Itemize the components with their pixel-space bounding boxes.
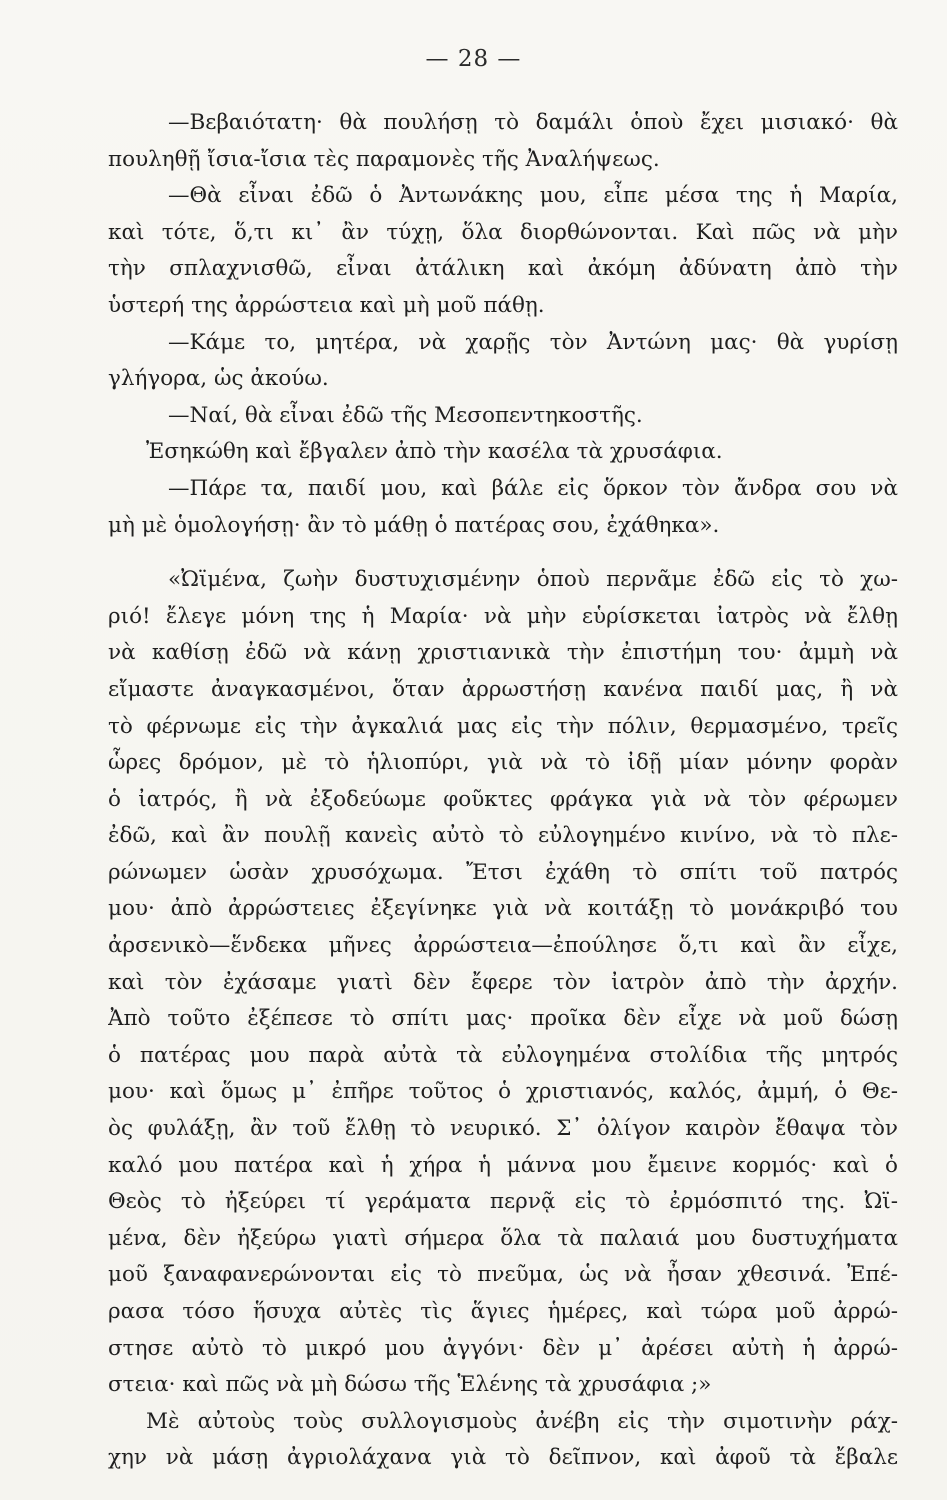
text-line: χην νὰ μάσῃ ἀγριολάχανα γιὰ τὸ δεῖπνον, καὶ ἀφοῦ τὰ ἔβαλε bbox=[108, 1445, 898, 1471]
text-line: μου· ἀπὸ ἀρρώστειες ἐξεγίνηκε γιὰ νὰ κοιτάξῃ τὸ μονάκριβό του bbox=[108, 896, 898, 922]
text-line: καλό μου πατέρα καὶ ἡ χήρα ἡ μάννα μου ἔμεινε κορμός· καὶ ὁ bbox=[108, 1152, 898, 1178]
text-line: —Κάμε το, μητέρα, νὰ χαρῇς τὸν Ἀντώνη μας· θὰ γυρίσῃ bbox=[168, 329, 898, 355]
text-line: ριό! ἔλεγε μόνη της ἡ Μαρία· νὰ μὴν εὑρίσκεται ἰατρὸς νὰ ἔλθῃ bbox=[108, 603, 898, 629]
paragraph-gap bbox=[108, 544, 898, 562]
text-line: νὰ καθίσῃ ἐδῶ νὰ κάνῃ χριστιανικὰ τὴν ἐπιστήμη του· ἀμμὴ νὰ bbox=[108, 640, 898, 666]
text-line: —Θὰ εἶναι ἐδῶ ὁ Ἀντωνάκης μου, εἶπε μέσα της ἡ Μαρία, bbox=[168, 183, 898, 209]
text-line: πουληθῇ ἴσια-ἴσια τὲς παραμονὲς τῆς Ἀναλήψεως. bbox=[108, 146, 660, 172]
page-number: — 28 — bbox=[425, 46, 522, 72]
text-line: ὸς φυλάξῃ, ἂν τοῦ ἔλθῃ τὸ νευρικό. Σ᾿ ὀλίγον καιρὸν ἔθαψα τὸν bbox=[108, 1116, 898, 1142]
text-line: τὸ φέρνωμε εἰς τὴν ἀγκαλιά μας εἰς τὴν πόλιν, θερμασμένο, τρεῖς bbox=[108, 713, 898, 739]
body-text bbox=[108, 105, 898, 1477]
text-line: Μὲ αὐτοὺς τοὺς συλλογισμοὺς ἀνέβη εἰς τὴν σιμοτινὴν ράχ- bbox=[146, 1408, 898, 1434]
text-line: Ἐσηκώθη καὶ ἔβγαλεν ἀπὸ τὴν κασέλα τὰ χρυσάφια. bbox=[146, 439, 723, 465]
text-line: γλήγορα, ὡς ἀκούω. bbox=[108, 366, 329, 392]
text-line: ἀρσενικὸ—ἕνδεκα μῆνες ἀρρώστεια—ἐπούλησε ὅ,τι καὶ ἂν εἶχε, bbox=[108, 933, 898, 959]
text-line: ἐδῶ, καὶ ἂν πουλῇ κανεὶς αὐτὸ τὸ εὐλογημένο κινίνο, νὰ τὸ πλε- bbox=[108, 823, 898, 849]
text-line: ρώνωμεν ὡσὰν χρυσόχωμα. Ἔτσι ἐχάθη τὸ σπίτι τοῦ πατρός bbox=[108, 859, 898, 885]
text-line: Θεὸς τὸ ἠξεύρει τί γεράματα περνᾷ εἰς τὸ ἐρμόσπιτό της. Ὠϊ- bbox=[108, 1189, 898, 1215]
text-line: καὶ τὸν ἐχάσαμε γιατὶ δὲν ἔφερε τὸν ἰατρὸν ἀπὸ τὴν ἀρχήν. bbox=[108, 969, 898, 995]
text-line: ὧρες δρόμον, μὲ τὸ ἡλιοπύρι, γιὰ νὰ τὸ ἰδῇ μίαν μόνην φορὰν bbox=[108, 750, 898, 776]
text-line: «Ὠϊμένα, ζωὴν δυστυχισμένην ὁποὺ περνᾶμε ἐδῶ εἰς τὸ χω- bbox=[168, 567, 898, 593]
text-line: μένα, δὲν ἠξεύρω γιατὶ σήμερα ὅλα τὰ παλαιά μου δυστυχήματα bbox=[108, 1225, 898, 1251]
text-line: —Ναί, θὰ εἶναι ἐδῶ τῆς Μεσοπεντηκοστῆς. bbox=[168, 402, 643, 428]
text-line: ρασα τόσο ἥσυχα αὐτὲς τὶς ἅγιες ἡμέρες, καὶ τώρα μοῦ ἀρρώ- bbox=[108, 1299, 898, 1324]
text-line: —Βεβαιότατη· θὰ πουλήσῃ τὸ δαμάλι ὁποὺ ἔχει μισιακό· θὰ bbox=[168, 110, 898, 135]
text-line: εἴμαστε ἀναγκασμένοι, ὅταν ἀρρωστήσῃ κανένα παιδί μας, ἢ νὰ bbox=[108, 676, 898, 702]
text-line: στεια· καὶ πῶς νὰ μὴ δώσω τῆς Ἑλένης τὰ χρυσάφια ;» bbox=[108, 1372, 712, 1398]
text-line: ὁ ἰατρός, ἢ νὰ ἐξοδεύωμε φοῦκτες φράγκα γιὰ νὰ τὸν φέρωμεν bbox=[108, 786, 898, 812]
text-line: ὁ πατέρας μου παρὰ αὐτὰ τὰ εὐλογημένα στολίδια τῆς μητρός bbox=[108, 1042, 898, 1068]
text-line: —Πάρε τα, παιδί μου, καὶ βάλε εἰς ὅρκον τὸν ἄνδρα σου νὰ bbox=[168, 475, 898, 501]
text-line: μοῦ ξαναφανερώνονται εἰς τὸ πνεῦμα, ὡς νὰ ἦσαν χθεσινά. Ἐπέ- bbox=[108, 1262, 898, 1288]
text-line: καὶ τότε, ὅ,τι κι᾿ ἂν τύχῃ, ὅλα διορθώνονται. Καὶ πῶς νὰ μὴν bbox=[108, 219, 898, 245]
text-line: τὴν σπλαχνισθῶ, εἶναι ἀτάλικη καὶ ἀκόμη ἀδύνατη ἀπὸ τὴν bbox=[108, 256, 898, 282]
text-line: Ἀπὸ τοῦτο ἐξέπεσε τὸ σπίτι μας· προῖκα δὲν εἶχε νὰ μοῦ δώσῃ bbox=[108, 1006, 898, 1032]
text-line: ὑστερή της ἀρρώστεια καὶ μὴ μοῦ πάθῃ. bbox=[108, 292, 545, 318]
text-line: μου· καὶ ὅμως μ᾿ ἐπῆρε τοῦτος ὁ χριστιανός, καλός, ἀμμή, ὁ Θε- bbox=[108, 1079, 898, 1105]
text-line: στησε αὐτὸ τὸ μικρό μου ἀγγόνι· δὲν μ᾿ ἀρέσει αὐτὴ ἡ ἀρρώ- bbox=[108, 1335, 898, 1361]
text-line: μὴ μὲ ὁμολογήσῃ· ἂν τὸ μάθῃ ὁ πατέρας σου, ἐχάθηκα». bbox=[108, 512, 720, 538]
